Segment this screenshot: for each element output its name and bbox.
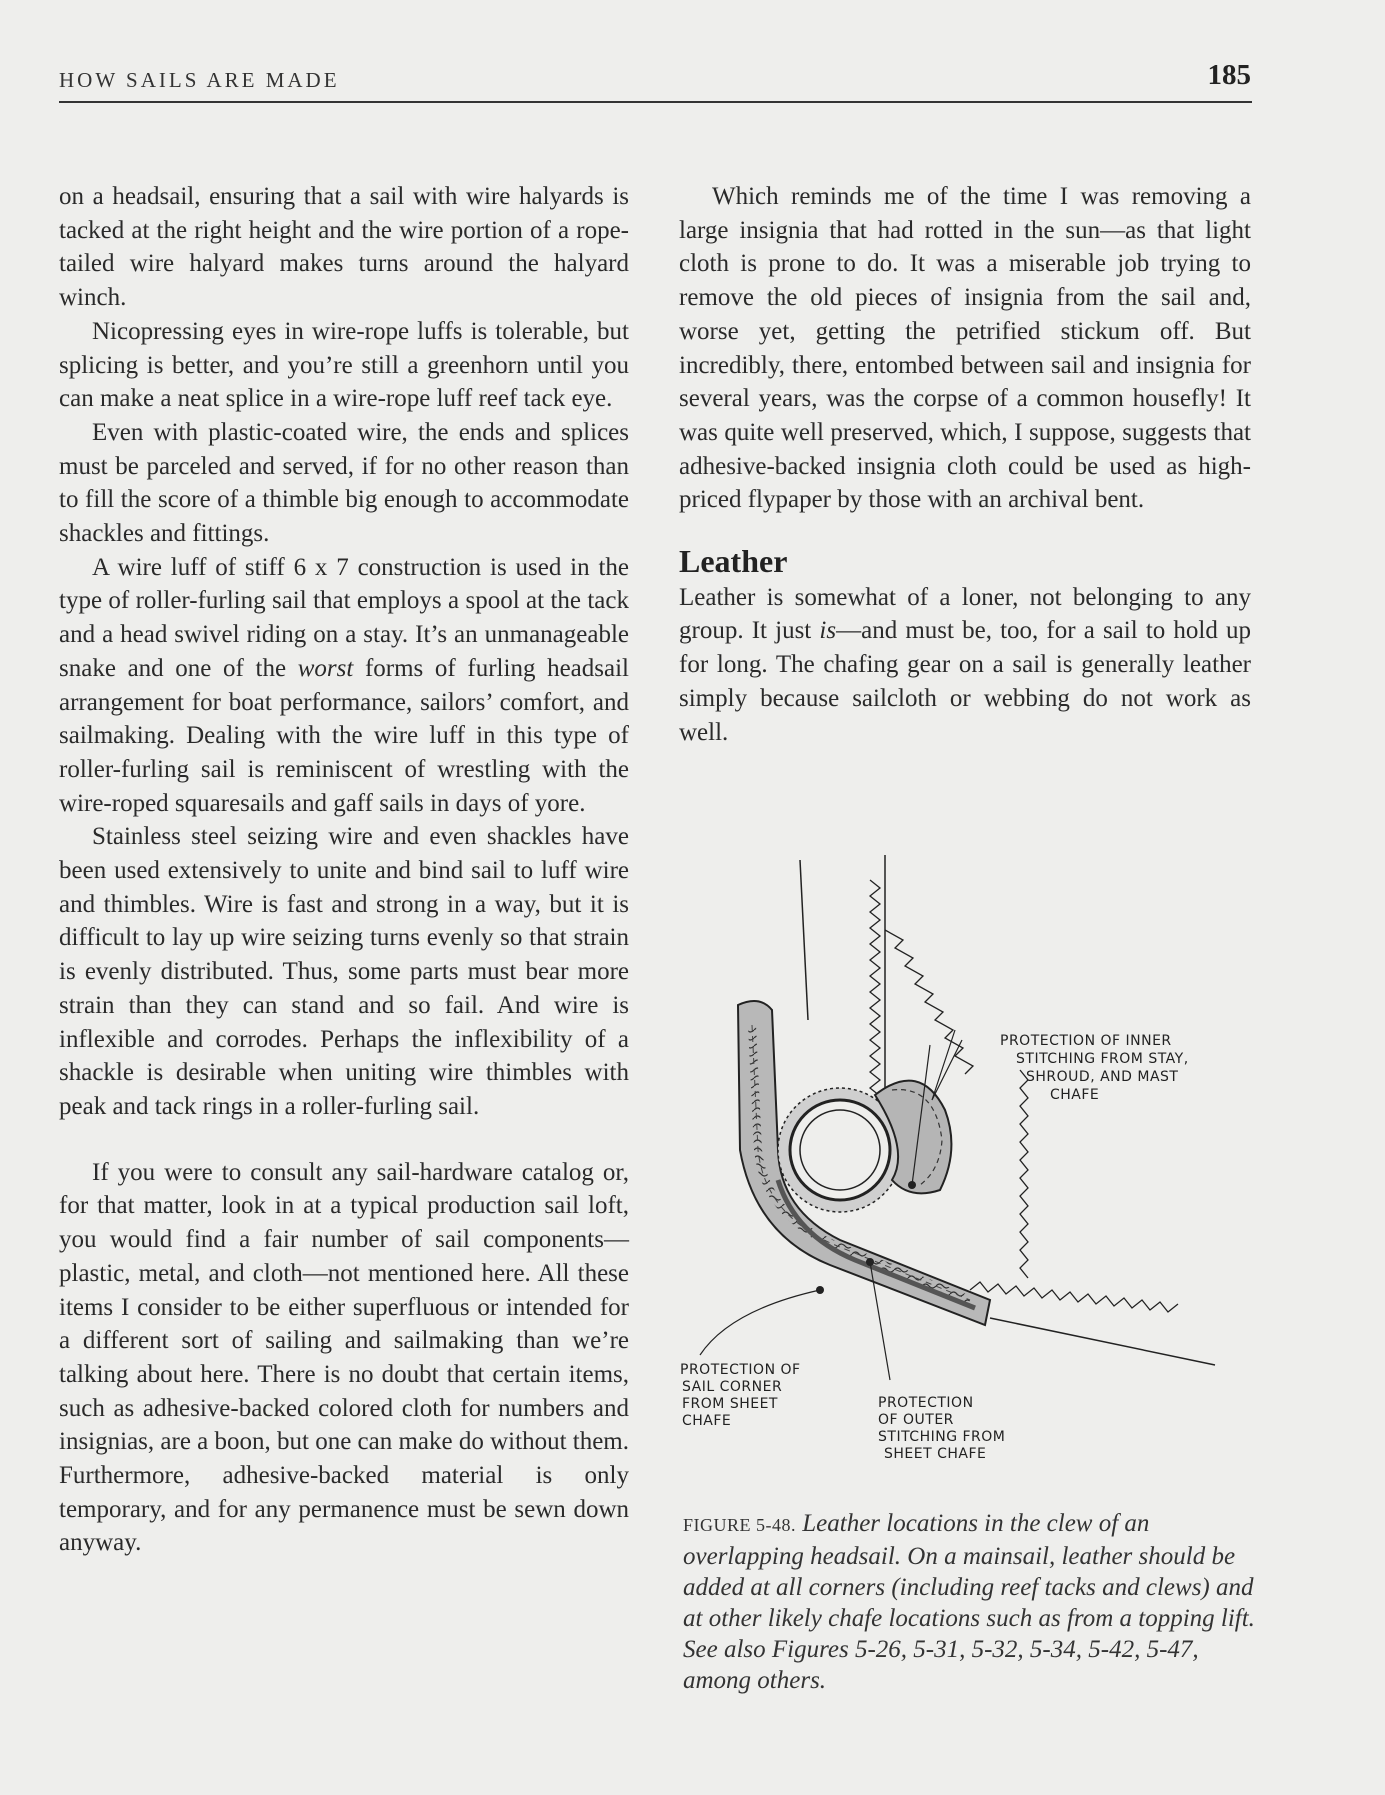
paragraph: Which reminds me of the time I was removing a large insignia that had rotted in the sun—as that light cloth is prone to do. It was a miserable job trying to remove the old pieces of insignia from the sail and, worse yet, getting the petrified stickum off. But incredibly, there, entombed between sail and insignia for several years, was the corpse of a common housefly! It was quite well preserved, which, I suppose, suggests that adhesive-backed insignia cloth could be used as high-priced flypaper by those with an archival bent. — [679, 183, 1251, 514]
emphasis: is — [819, 617, 837, 645]
page-number: 185 — [1207, 59, 1251, 91]
running-title: HOW SAILS ARE MADE — [59, 68, 340, 92]
svg-text:sail corner: sail corner — [682, 1379, 783, 1395]
left-column — [59, 180, 629, 1560]
paragraph: Leather is somewhat of a loner, not belonging to any group. It just is—and must be, too, for a sail to hold up for long. The chafing gear on a sail is generally leather simply because sailcloth or webbing do not work as well. — [679, 583, 1251, 746]
sail-edge-zigzag — [870, 880, 880, 1120]
clew-leather-drawing — [670, 850, 1260, 1480]
emphasis: worst — [297, 654, 354, 682]
paragraph: Nicopressing eyes in wire-rope luffs is tolerable, but splicing is better, and you’re still a greenhorn until you can make a neat splice in a wire-rope luff reef tack eye. — [59, 317, 629, 413]
figure-illustration — [670, 850, 1260, 1480]
svg-text:Protection: Protection — [878, 1395, 974, 1411]
right-column — [679, 180, 1251, 749]
sail-edge-zigzag — [1020, 1070, 1028, 1278]
svg-text:sheet chafe: sheet chafe — [884, 1446, 987, 1462]
svg-text:stitching from: stitching from — [878, 1429, 1006, 1445]
paragraph: If you were to consult any sail-hardware catalog or, for that matter, look in at a typical production sail loft, you would find a fair number of sail components—plastic, metal, and cloth—not mentioned here. All these items I consider to be either superfluous or intended for a different sort of sailing and sailmaking than we’re talking about here. There is no doubt that certain items, such as adhesive-backed colored cloth for numbers and insignias, are a boon, but one can make do without them. Furthermore, adhesive-backed material is only temporary, and for any permanence must be sewn down anyway. — [59, 1158, 630, 1557]
label-corner — [680, 1362, 801, 1429]
svg-text:from sheet: from sheet — [682, 1396, 778, 1412]
label-outer — [878, 1395, 1005, 1462]
section-heading: Leather — [679, 543, 788, 580]
foot-zigzag — [970, 1282, 1178, 1312]
figure-caption — [683, 1508, 1258, 1696]
paragraph: on a headsail, ensuring that a sail with wire halyards is tacked at the right height and the wire portion of a rope-tailed wire halyard makes turns around the halyard winch. — [59, 183, 629, 312]
svg-text:Protection of: Protection of — [680, 1362, 801, 1378]
paragraph: Stainless steel seizing wire and even shackles have been used extensively to unite and bind sail to luff wire and thimbles. Wire is fast and strong in a way, but it is difficult to lay up wire seizing turns evenly so that strain is evenly distributed. Thus, some parts must bear more strain than they can stand and so fail. And wire is inflexible and corrodes. Perhaps the inflexibility of a shackle is desirable when uniting wire thimbles with peak and tack rings in a roller-furling sail. — [59, 823, 629, 1120]
header-rule — [59, 101, 1252, 103]
svg-text:of outer: of outer — [878, 1412, 954, 1428]
svg-text:stitching from stay,: stitching from stay, — [1016, 1051, 1189, 1067]
svg-text:Protection of inner: Protection of inner — [1000, 1033, 1172, 1049]
svg-text:shroud, and mast: shroud, and mast — [1026, 1069, 1179, 1085]
svg-text:chafe: chafe — [1050, 1087, 1100, 1103]
label-inner — [1000, 1033, 1189, 1103]
figure-number: FIGURE 5-48. — [683, 1515, 796, 1535]
paragraph: A wire luff of stiff 6 x 7 construction is used in the type of roller-furling sail that employs a spool at the tack and a head swivel riding on a stay. It’s an unmanageable snake and one of the worst forms of furling headsail arrangement for boat performance, sailors’ comfort, and sailmaking. Dealing with the wire luff in this type of roller-furling sail is reminiscent of wrestling with the wire-roped squaresails and gaff sails in days of yore. — [59, 553, 629, 817]
paragraph: Even with plastic-coated wire, the ends and splices must be parceled and served, if for no other reason than to fill the score of a thimble big enough to accommodate shackles and fittings. — [59, 418, 629, 548]
caption-text: Leather locations in the clew of an overlapping headsail. On a mainsail, leather should be added at all corners (including reef tacks and clews) and at other likely chafe locations such as from a topping lift. See also Figures 5-26, 5-31, 5-32, 5-34, 5-42, 5-47, among others. — [683, 1510, 1255, 1694]
svg-text:chafe: chafe — [682, 1413, 732, 1429]
